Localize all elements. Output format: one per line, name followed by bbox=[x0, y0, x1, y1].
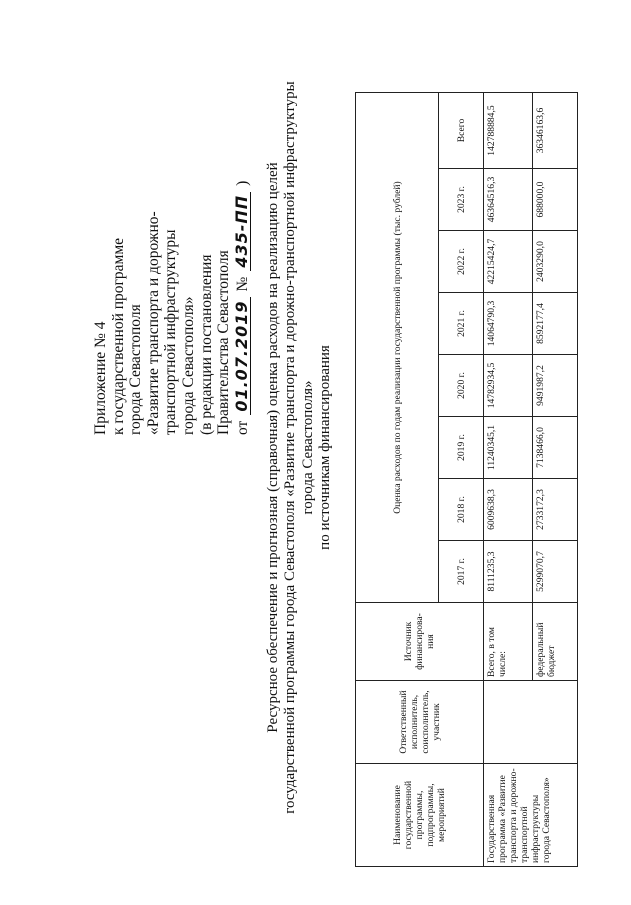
handwritten-date: 01.07.2019 bbox=[233, 297, 252, 414]
handwritten-number: 435-ПП bbox=[233, 192, 252, 271]
header-name: Наименование государственной программы, подпрограммы, мероприятий bbox=[356, 764, 484, 867]
appendix-line: к государственной программе bbox=[109, 237, 127, 435]
appendix-line: Правительства Севастополя bbox=[215, 250, 233, 435]
year-header: 2022 г. bbox=[439, 231, 484, 293]
program-name-cell: Государственная программа «Развитие транспорта и дорожно-транспортной инфраструктуры города Севастополя» bbox=[484, 764, 578, 867]
value-cell: 2403290,0 bbox=[533, 231, 578, 293]
value-cell: 11240345,1 bbox=[484, 417, 533, 479]
appendix-line: города Севастополя bbox=[127, 304, 145, 435]
header-estimate: Оценка расходов по годам реализации государственной программы (тыс. рублей) bbox=[356, 93, 439, 603]
value-cell: 5299070,7 bbox=[533, 541, 578, 603]
expenditure-table bbox=[355, 92, 578, 867]
title-line: по источникам финансирования bbox=[317, 345, 334, 550]
year-header: 2019 г. bbox=[439, 417, 484, 479]
value-cell: 688000,0 bbox=[533, 169, 578, 231]
year-header: 2020 г. bbox=[439, 355, 484, 417]
program-responsible-cell bbox=[484, 681, 578, 764]
year-header: 2017 г. bbox=[439, 541, 484, 603]
appendix-line: (в редакции постановления bbox=[197, 254, 215, 435]
appendix-line: города Севастополя» bbox=[179, 296, 197, 435]
sig-number-label: № bbox=[233, 276, 251, 292]
value-cell: 42215424,7 bbox=[484, 231, 533, 293]
value-cell: 14064790,3 bbox=[484, 293, 533, 355]
value-cell: 6009638,3 bbox=[484, 479, 533, 541]
value-cell: 46364516,3 bbox=[484, 169, 533, 231]
total-cell: 142788884,5 bbox=[484, 93, 533, 169]
sig-prefix: от bbox=[233, 420, 251, 435]
resolution-reference bbox=[233, 75, 252, 435]
appendix-block bbox=[92, 75, 251, 435]
document-title bbox=[265, 30, 335, 865]
total-header: Всего bbox=[439, 93, 484, 169]
source-cell: Всего, в том числе: bbox=[484, 603, 533, 681]
header-responsible: Ответственный исполнитель, соисполнитель, участник bbox=[356, 681, 484, 764]
appendix-line: Приложение № 4 bbox=[92, 321, 109, 435]
value-cell: 8592177,4 bbox=[533, 293, 578, 355]
value-cell: 7138466,0 bbox=[533, 417, 578, 479]
value-cell: 9491987,2 bbox=[533, 355, 578, 417]
table-header-row bbox=[356, 93, 439, 867]
total-cell: 36346163,6 bbox=[533, 93, 578, 169]
value-cell: 14782934,5 bbox=[484, 355, 533, 417]
value-cell: 8111235,3 bbox=[484, 541, 533, 603]
year-header: 2023 г. bbox=[439, 169, 484, 231]
sig-suffix: ) bbox=[233, 180, 251, 186]
appendix-line: транспортной инфраструктуры bbox=[162, 229, 180, 435]
title-line: государственной программы города Севастополя «Развитие транспорта и дорожно-транспортной инфраструктуры bbox=[282, 81, 299, 814]
source-cell: федеральный бюджет bbox=[533, 603, 578, 681]
title-line: города Севастополя» bbox=[299, 380, 316, 515]
year-header: 2018 г. bbox=[439, 479, 484, 541]
year-header: 2021 г. bbox=[439, 293, 484, 355]
value-cell: 2733172,3 bbox=[533, 479, 578, 541]
appendix-line: «Развитие транспорта и дорожно- bbox=[144, 211, 162, 435]
header-source: Источник финансирова-ния bbox=[356, 603, 484, 681]
table-row bbox=[484, 93, 533, 867]
title-line: Ресурсное обеспечение и прогнозная (справочная) оценка расходов на реализацию целей bbox=[265, 162, 281, 733]
